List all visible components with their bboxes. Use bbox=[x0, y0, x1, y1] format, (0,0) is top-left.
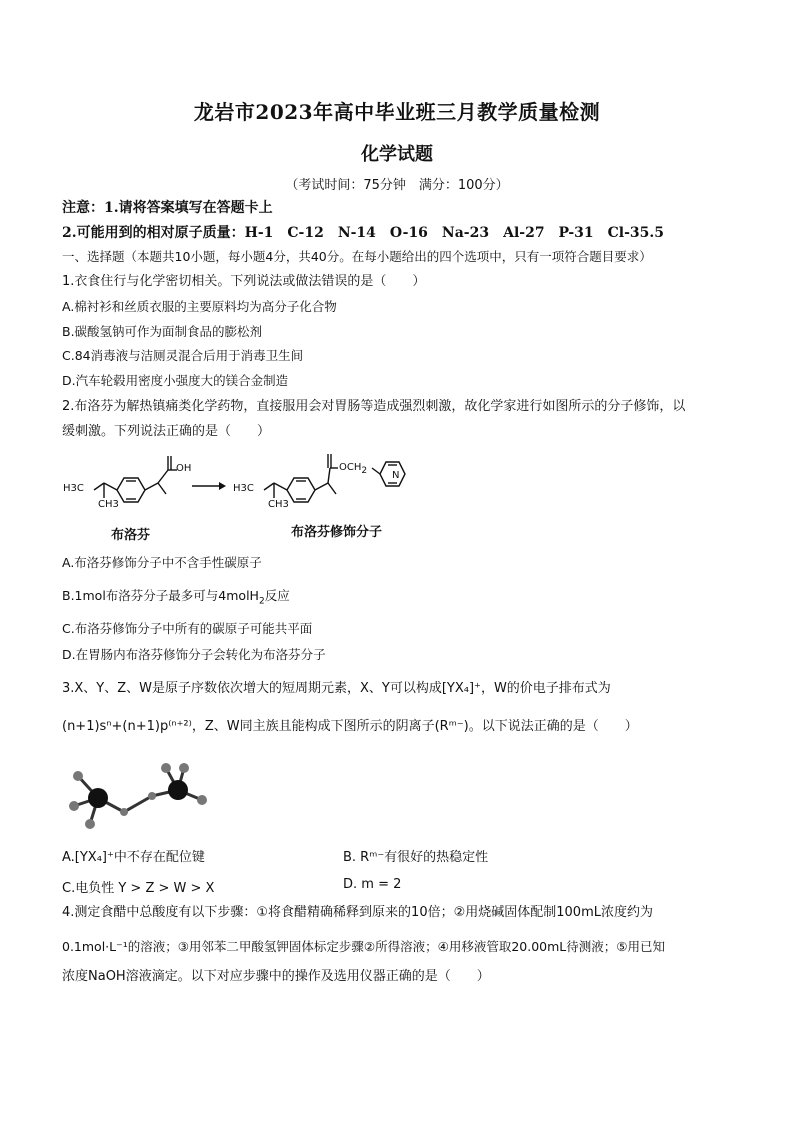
q3-option-d: D. m = 2 bbox=[343, 877, 402, 892]
modified-ibuprofen-label: 布洛芬修饰分子 bbox=[291, 525, 383, 540]
q3-option-a: A.[YX₄]⁺中不存在配位键 bbox=[62, 850, 205, 865]
q3-stem-line1: 3.X、Y、Z、W是原子序数依次增大的短周期元素，X、Y可以构成[YX₄]⁺，W的价电子排布式为 bbox=[62, 681, 611, 696]
reaction-arrow bbox=[192, 481, 226, 491]
q2-stem-line2: 缓刺激。下列说法正确的是（ ） bbox=[62, 424, 271, 439]
anion-ball-stick-model bbox=[66, 762, 226, 842]
q3-option-b: B. Rᵐ⁻有很好的热稳定性 bbox=[343, 850, 489, 865]
q2-option-a: A.布洛芬修饰分子中不含手性碳原子 bbox=[62, 555, 262, 570]
modified-ch3: CH3 bbox=[268, 499, 289, 510]
note-2: 2.可能用到的相对原子质量：H-1 C-12 N-14 O-16 Na-23 Al-27 P-31 Cl-35.5 bbox=[62, 225, 664, 241]
modified-h3c: H3C bbox=[233, 483, 254, 494]
q3-stem-line2: (n+1)sⁿ+(n+1)p⁽ⁿ⁺²⁾，Z、W同主族且能构成下图所示的阴离子(Rᵐ⁻)。以下说法正确的是（ ） bbox=[62, 719, 638, 734]
q4-line3: 浓度NaOH溶液滴定。以下对应步骤中的操作及选用仪器正确的是（ ） bbox=[62, 969, 490, 984]
q2-option-d: D.在胃肠内布洛芬修饰分子会转化为布洛芬分子 bbox=[62, 647, 326, 662]
note-1: 注意：1.请将答案填写在答题卡上 bbox=[62, 200, 273, 216]
exam-info: （考试时间：75分钟 满分：100分） bbox=[285, 178, 509, 193]
q1-option-a: A.棉衬衫和丝质衣服的主要原料均为高分子化合物 bbox=[62, 299, 337, 314]
section-heading: 一、选择题（本题共10小题，每小题4分，共40分。在每小题给出的四个选项中，只有一项符合题目要求） bbox=[62, 249, 652, 264]
q3-option-c: C.电负性 Y > Z > W > X bbox=[62, 881, 215, 896]
q1-option-d: D.汽车轮毂用密度小强度大的镁合金制造 bbox=[62, 373, 289, 388]
ibuprofen-h3c: H3C bbox=[63, 483, 84, 494]
modified-ibuprofen-structure bbox=[232, 450, 422, 518]
ibuprofen-oh: OH bbox=[176, 463, 192, 474]
q1-option-b: B.碳酸氢钠可作为面制食品的膨松剂 bbox=[62, 324, 263, 339]
q4-line1: 4.测定食醋中总酸度有以下步骤：①将食醋精确稀释到原来的10倍；②用烧碱固体配制100mL浓度约为 bbox=[62, 905, 653, 920]
q1-option-c: C.84消毒液与洁厕灵混合后用于消毒卫生间 bbox=[62, 348, 304, 363]
ibuprofen-label: 布洛芬 bbox=[111, 528, 151, 543]
ibuprofen-ch3: CH3 bbox=[98, 499, 119, 510]
q2-option-c: C.布洛芬修饰分子中所有的碳原子可能共平面 bbox=[62, 621, 313, 636]
pyridine-n: N bbox=[392, 470, 400, 481]
q4-line2: 0.1mol·L⁻¹的溶液；③用邻苯二甲酸氢钾固体标定步骤②所得溶液；④用移液管取20.00mL待测液；⑤用已知 bbox=[62, 939, 665, 954]
q2-option-b: B.1mol布洛芬分子最多可与4molH$_2$反应 bbox=[62, 588, 290, 607]
modified-och2: $OCH_2$ bbox=[339, 462, 368, 476]
subject-title: 化学试题 bbox=[361, 144, 433, 165]
q1-stem: 1.衣食住行与化学密切相关。下列说法或做法错误的是（ ） bbox=[62, 274, 426, 289]
q2-stem-line1: 2.布洛芬为解热镇痛类化学药物，直接服用会对胃肠等造成强烈刺激，故化学家进行如图所示的分子修饰，以 bbox=[62, 399, 686, 414]
exam-title: 龙岩市2023年高中毕业班三月教学质量检测 bbox=[193, 100, 601, 124]
